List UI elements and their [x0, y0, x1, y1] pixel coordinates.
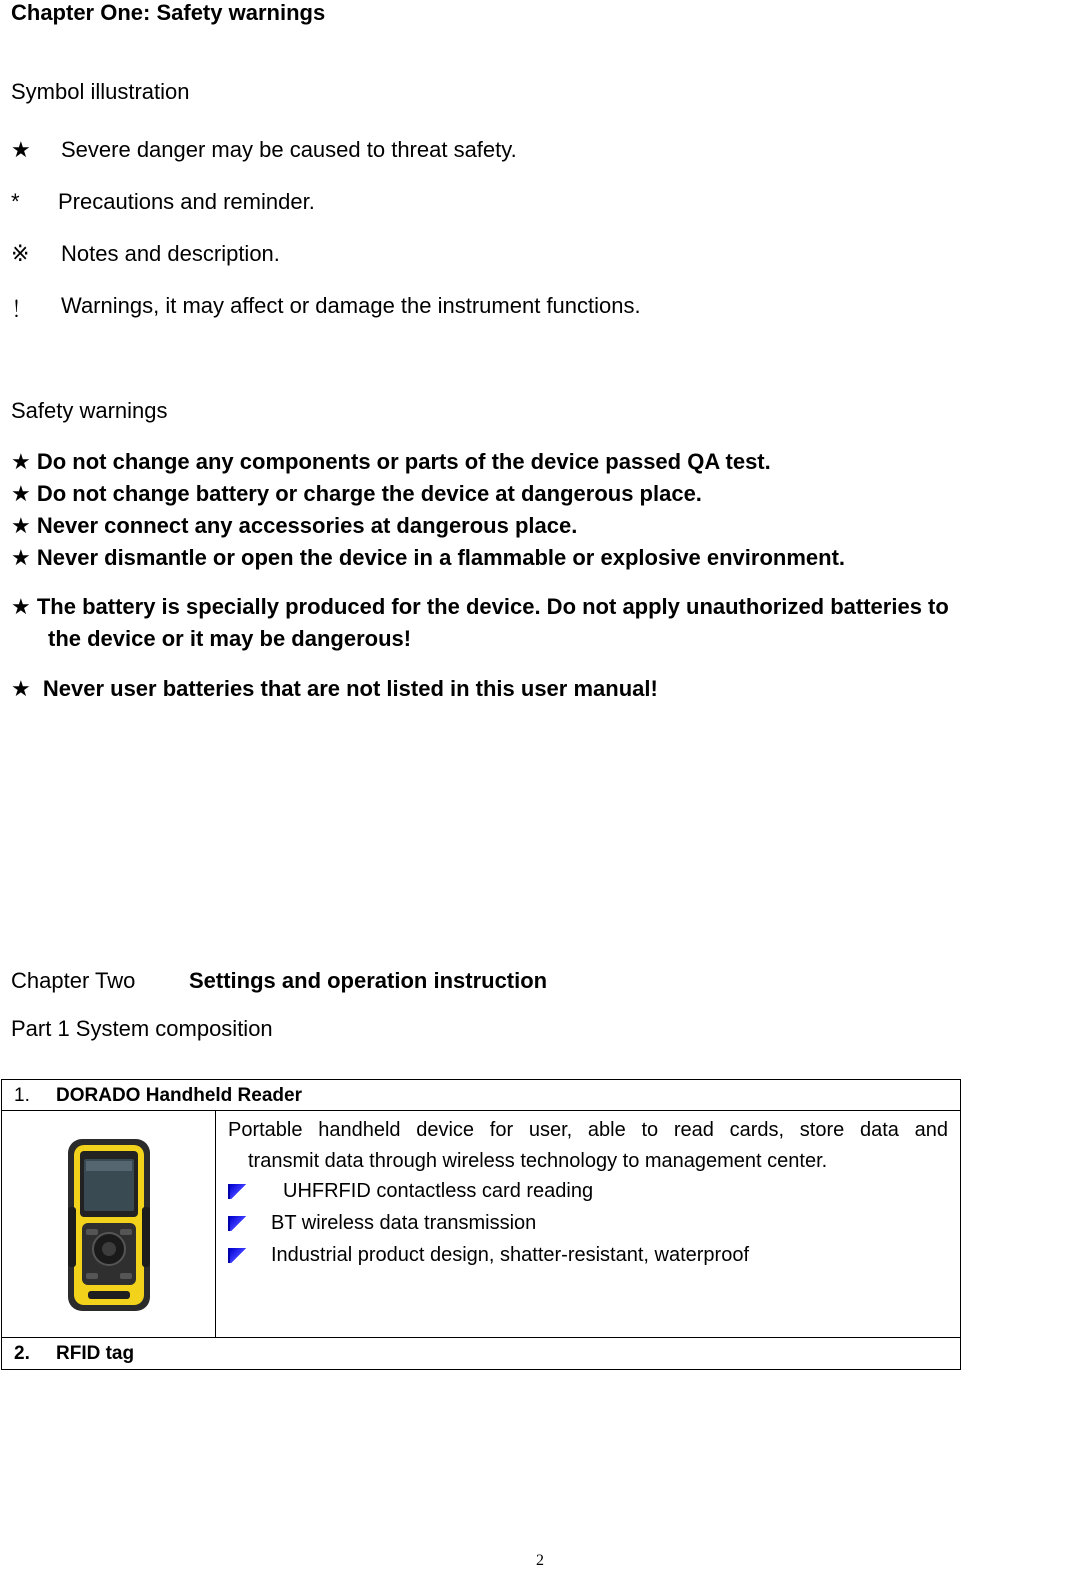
reference-mark-icon: ※ — [11, 241, 30, 266]
device-description-cont: transmit data through wireless technology to management center. — [248, 1150, 828, 1172]
safety-warnings-heading: Safety warnings — [11, 398, 168, 423]
exclamation-icon: ！ — [11, 297, 34, 322]
table-row — [2, 1111, 961, 1338]
symbol-text: Notes and description. — [61, 241, 280, 266]
warning-text: The battery is specially produced for the device. Do not apply unauthorized batteries to — [36, 594, 949, 619]
chapter-one-title: Chapter One: Safety warnings — [11, 0, 326, 25]
star-icon: ★ — [11, 594, 31, 619]
star-icon: ★ — [11, 513, 31, 538]
warning-text: Never connect any accessories at dangerous place. — [36, 513, 578, 538]
symbol-row-notes — [11, 241, 811, 271]
feature-text: BT wireless data transmission — [271, 1212, 537, 1234]
symbol-illustration-heading: Symbol illustration — [11, 79, 190, 104]
item-number: 2. — [14, 1343, 30, 1364]
symbol-text: Precautions and reminder. — [58, 189, 315, 214]
table-cell-description — [216, 1111, 961, 1338]
star-icon: ★ — [11, 676, 31, 701]
star-icon: ★ — [11, 449, 31, 474]
symbol-text: Severe danger may be caused to threat safety. — [61, 137, 517, 162]
item-number: 1. — [14, 1085, 30, 1106]
system-composition-table — [1, 1079, 961, 1370]
table-cell-image — [2, 1111, 216, 1338]
page-number: 2 — [536, 1552, 544, 1569]
feature-text: UHFRFID contactless card reading — [283, 1180, 594, 1202]
warning-text: Do not change any components or parts of the device passed QA test. — [36, 449, 771, 474]
warning-item — [11, 449, 771, 475]
feature-item — [228, 1241, 948, 1273]
table-cell-header — [2, 1338, 961, 1370]
feature-item — [228, 1177, 948, 1209]
chapter-two-prefix: Chapter Two — [11, 968, 136, 993]
symbol-row-precautions — [11, 189, 811, 219]
star-icon: ★ — [11, 481, 31, 506]
symbol-text: Warnings, it may affect or damage the instrument functions. — [61, 293, 641, 318]
warning-item — [11, 513, 577, 539]
bullet-square-icon — [228, 1184, 247, 1199]
feature-text: Industrial product design, shatter-resistant, waterproof — [271, 1244, 750, 1266]
warning-item — [11, 481, 702, 507]
item-title: RFID tag — [56, 1343, 135, 1364]
handheld-reader-image — [64, 1137, 154, 1313]
warning-item — [11, 594, 949, 620]
warning-item — [11, 545, 845, 571]
warning-text: Never user batteries that are not listed in this user manual! — [42, 676, 658, 701]
star-icon: ★ — [11, 137, 31, 162]
chapter-two-title: Settings and operation instruction — [189, 968, 548, 993]
symbol-row-severe — [11, 137, 811, 167]
feature-item — [228, 1209, 948, 1241]
warning-text: Never dismantle or open the device in a flammable or explosive environment. — [36, 545, 846, 570]
star-icon: ★ — [11, 545, 31, 570]
symbol-row-warnings — [11, 293, 811, 323]
part-heading: Part 1 System composition — [11, 1016, 273, 1041]
bullet-square-icon — [228, 1248, 247, 1263]
table-row — [2, 1080, 961, 1111]
table-cell-header — [2, 1080, 961, 1111]
table-row — [2, 1338, 961, 1370]
item-title: DORADO Handheld Reader — [56, 1085, 302, 1106]
warning-continuation: the device or it may be dangerous! — [48, 626, 412, 651]
device-description: Portable handheld device for user, able to read cards, store data and — [228, 1119, 948, 1141]
warning-item — [11, 676, 658, 702]
warning-text: Do not change battery or charge the device at dangerous place. — [36, 481, 702, 506]
asterisk-icon: * — [11, 189, 20, 214]
bullet-square-icon — [228, 1216, 247, 1231]
